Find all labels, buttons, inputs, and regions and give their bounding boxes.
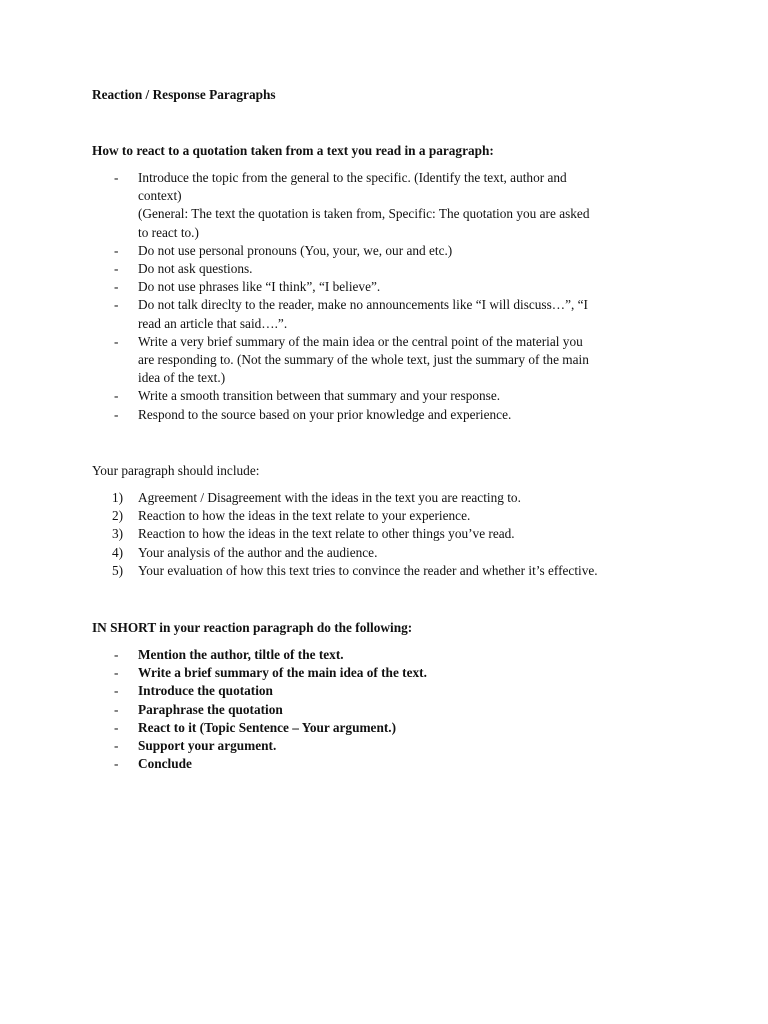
list-dash: - [114,701,119,717]
list-item-text: Your analysis of the author and the audience. [138,544,378,560]
list-dash: - [114,242,119,258]
list-item [92,682,692,700]
list-item-line: Do not ask questions. [138,261,253,277]
list-dash: - [114,261,119,277]
list-item-text: Conclude [138,756,192,772]
list-item [92,664,692,682]
list-item-text: Paraphrase the quotation [138,701,283,717]
list-item [92,406,692,424]
list-item [92,562,712,580]
section-heading-how-to-react: How to react to a quotation taken from a text you read in a paragraph: [92,143,494,158]
list-item-text: Mention the author, tiltle of the text. [138,647,344,662]
list-item [92,489,712,507]
list-item [92,169,692,242]
list-item [92,719,692,737]
list-item-line: Write a very brief summary of the main idea or the central point of the material you [138,333,583,349]
list-item-line: to react to.) [138,224,199,240]
list-item [92,278,692,296]
list-item-line: (General: The text the quotation is taken from, Specific: The quotation you are asked [138,206,590,222]
list-item [92,525,712,543]
list-dash: - [114,406,119,422]
list-item [92,242,692,260]
list-dash: - [114,756,119,772]
list-item [92,737,692,755]
list-item-text: Write a brief summary of the main idea of the text. [138,665,427,681]
list-item-line: Introduce the topic from the general to the specific. (Identify the text, author and [138,170,567,185]
list-item-line: are responding to. (Not the summary of the whole text, just the summary of the main [138,352,589,368]
list-number: 2) [112,508,124,524]
list-item-text: Your evaluation of how this text tries to convince the reader and whether it’s effective. [138,562,598,578]
list-item [92,646,692,664]
list-dash: - [114,388,119,404]
paragraph-should-include-list [92,489,712,580]
list-number: 3) [112,526,124,542]
list-dash: - [114,333,119,349]
how-to-react-list [92,169,692,424]
list-number: 4) [112,544,124,560]
list-dash: - [114,170,119,185]
list-item-line: Do not talk direclty to the reader, make no announcements like “I will discuss…”, “I [138,297,588,313]
list-dash: - [114,738,119,754]
list-item-text: Reaction to how the ideas in the text relate to other things you’ve read. [138,526,515,542]
list-item-line: read an article that said….”. [138,315,288,331]
list-item [92,701,692,719]
list-dash: - [114,665,119,681]
list-item [92,507,712,525]
section-heading-paragraph-should-include: Your paragraph should include: [92,463,260,478]
list-item [92,260,692,278]
list-number: 1) [112,490,124,505]
list-dash: - [114,683,119,699]
list-item-line: idea of the text.) [138,370,226,386]
list-dash: - [114,647,119,662]
list-item-line: context) [138,188,182,204]
list-dash: - [114,719,119,735]
list-number: 5) [112,562,124,578]
list-item [92,296,692,332]
list-item-text: Reaction to how the ideas in the text relate to your experience. [138,508,471,524]
list-item-line: Write a smooth transition between that summary and your response. [138,388,501,404]
section-heading-in-short: IN SHORT in your reaction paragraph do the following: [92,620,413,635]
list-item-text: React to it (Topic Sentence – Your argument.) [138,719,397,735]
list-item [92,333,692,388]
document-title: Reaction / Response Paragraphs [92,87,276,102]
list-item [92,755,692,773]
list-item-line: Respond to the source based on your prior knowledge and experience. [138,406,512,422]
in-short-list [92,646,692,773]
list-dash: - [114,279,119,295]
list-item-text: Support your argument. [138,738,277,754]
list-item-text: Introduce the quotation [138,683,273,699]
list-item [92,544,712,562]
list-item-line: Do not use personal pronouns (You, your, we, our and etc.) [138,242,453,258]
list-item-line: Do not use phrases like “I think”, “I believe”. [138,279,381,295]
list-item [92,387,692,405]
list-item-text: Agreement / Disagreement with the ideas in the text you are reacting to. [138,490,521,505]
list-dash: - [114,297,119,313]
